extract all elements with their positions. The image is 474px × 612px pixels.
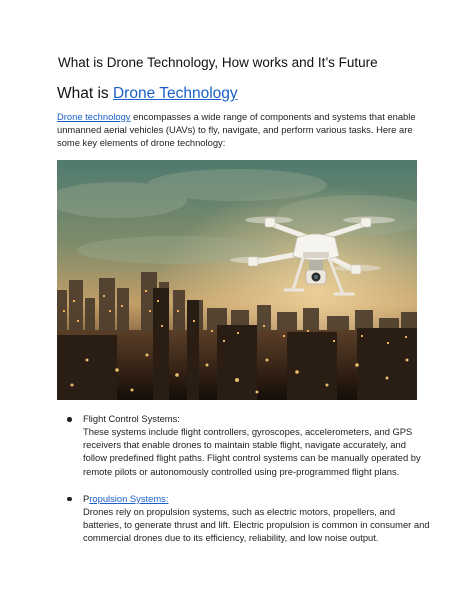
propulsion-systems-body: Drones rely on propulsion systems, such as electric motors, propellers, and batteries, to generate thrust and lift. Electric propulsion is common in consumer and commercial drones due to its efficiency, reliability, and low noise output. [83,505,430,544]
list-item [57,492,432,545]
intro-paragraph [57,110,417,150]
list-item [57,412,432,478]
flight-control-systems-body: These systems include flight controllers, gyroscopes, accelerometers, and GPS receivers that enable drones to maintain stable flight, navigate accurately, and follow predefined flight paths. Flight control systems can be manually operated by remote pilots or autonomously controlled using pre-programmed flight plans. [83,426,421,477]
drone-city-image [57,160,417,400]
propulsion-title-first-letter: P [83,492,90,504]
drone-photo-illustration [57,160,417,400]
drone-technology-inline-link[interactable]: Drone technology [57,111,131,122]
propulsion-systems-title[interactable] [83,492,432,505]
drone-elements-list [57,412,432,558]
section-heading-prefix: What is [57,85,113,102]
bullet-icon [67,417,72,422]
bullet-icon [67,497,72,502]
document-title: What is Drone Technology, How works and It’s Future [58,55,378,70]
section-heading [57,85,238,103]
drone-technology-heading-link[interactable]: Drone Technology [112,85,238,102]
intro-text: encompasses a wide range of components and systems that enable unmanned aerial vehicles (UAVs) to fly, navigate, and perform various tasks. Here are some key elements of drone technology: [57,111,416,149]
propulsion-systems-link[interactable]: ropulsion Systems: [89,492,169,504]
flight-control-systems-title: Flight Control Systems: [83,413,180,424]
